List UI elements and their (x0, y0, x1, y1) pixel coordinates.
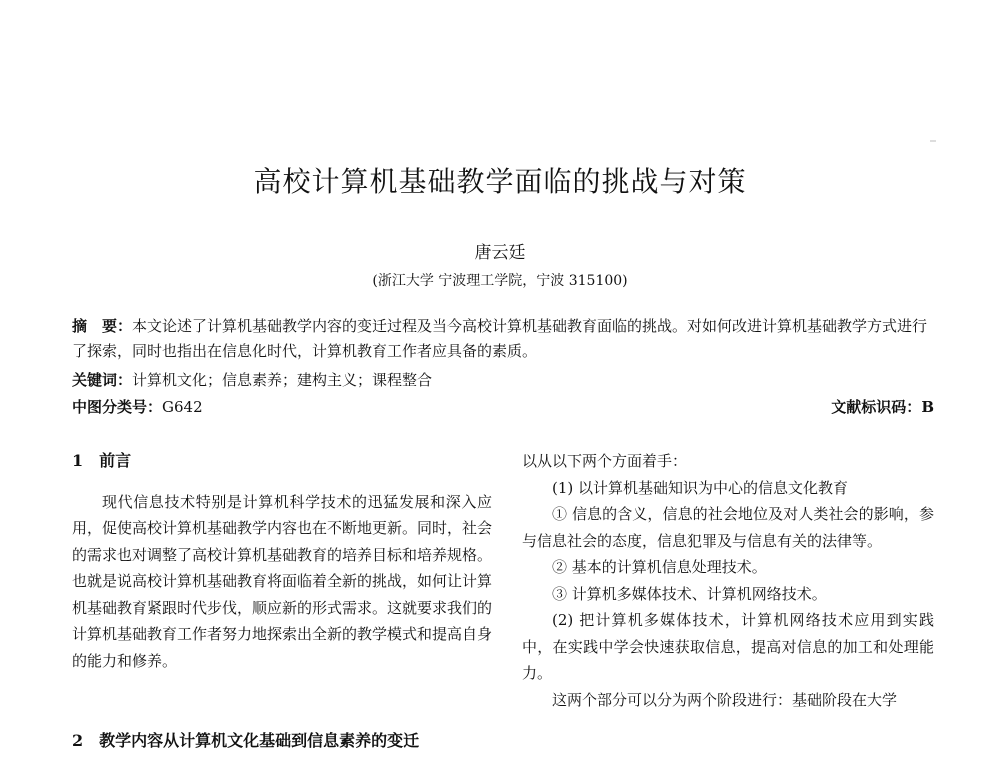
left-column (72, 448, 492, 674)
right-line-5: ③ 计算机多媒体技术、计算机网络技术。 (552, 584, 827, 603)
clc-value: G642 (162, 398, 203, 416)
section-2-heading: 2 教学内容从计算机文化基础到信息素养的变迁 (72, 731, 420, 750)
abstract-text: 本文论述了计算机基础教学内容的变迁过程及当今高校计算机基础教育面临的挑战。对如何改进计算机基础教学方式进行了探索，同时也指出在信息化时代，计算机教育工作者应具备的素质。 (72, 317, 928, 360)
abstract (72, 314, 934, 364)
right-line-2: (1) 以计算机基础知识为中心的信息文化教育 (552, 478, 849, 497)
doc-code-value: B (921, 398, 934, 416)
keywords-label: 关键词： (72, 371, 133, 389)
classification-row (72, 395, 934, 420)
right-line-7: 这两个部分可以分为两个阶段进行：基础阶段在大学 (552, 690, 898, 709)
clc-label: 中图分类号： (72, 398, 163, 416)
right-column (522, 448, 934, 713)
scan-artifact (930, 140, 936, 142)
right-line-6: (2) 把计算机多媒体技术，计算机网络技术应用到实践中，在实践中学会快速获取信息，提高对信息的加工和处理能力。 (522, 611, 934, 682)
author-name: 唐云廷 (474, 243, 526, 263)
right-line-1: 以从以下两个方面着手： (522, 452, 688, 470)
author-affiliation: (浙江大学 宁波理工学院，宁波 315100) (372, 273, 628, 289)
keywords-text: 计算机文化；信息素养；建构主义；课程整合 (132, 371, 433, 389)
clc-number (72, 395, 203, 420)
document-code (831, 395, 934, 420)
right-line-4: ② 基本的计算机信息处理技术。 (552, 558, 767, 576)
paper-title: 高校计算机基础教学面临的挑战与对策 (253, 165, 747, 198)
doc-code-label: 文献标识码： (831, 398, 922, 416)
section-1-body: 现代信息技术特别是计算机科学技术的迅猛发展和深入应用，促使高校计算机基础教学内容也在不断地更新。同时，社会的需求也对调整了高校计算机基础教育的培养目标和培养规格。也就是说高校计算机基础教育将面临着全新的挑战，如何让计算机基础教育紧跟时代步伐，顺应新的形式需求。这就要求我们的计算机基础教育工作者努力地探索出全新的教学模式和提高自身的能力和修养。 (72, 492, 493, 670)
right-line-3: ① 信息的含义，信息的社会地位及对人类社会的影响，参与信息社会的态度，信息犯罪及与信息有关的法律等。 (522, 505, 934, 550)
section-1-heading: 1 前言 (72, 451, 132, 470)
abstract-label: 摘 要： (72, 317, 133, 335)
keywords (72, 368, 934, 393)
